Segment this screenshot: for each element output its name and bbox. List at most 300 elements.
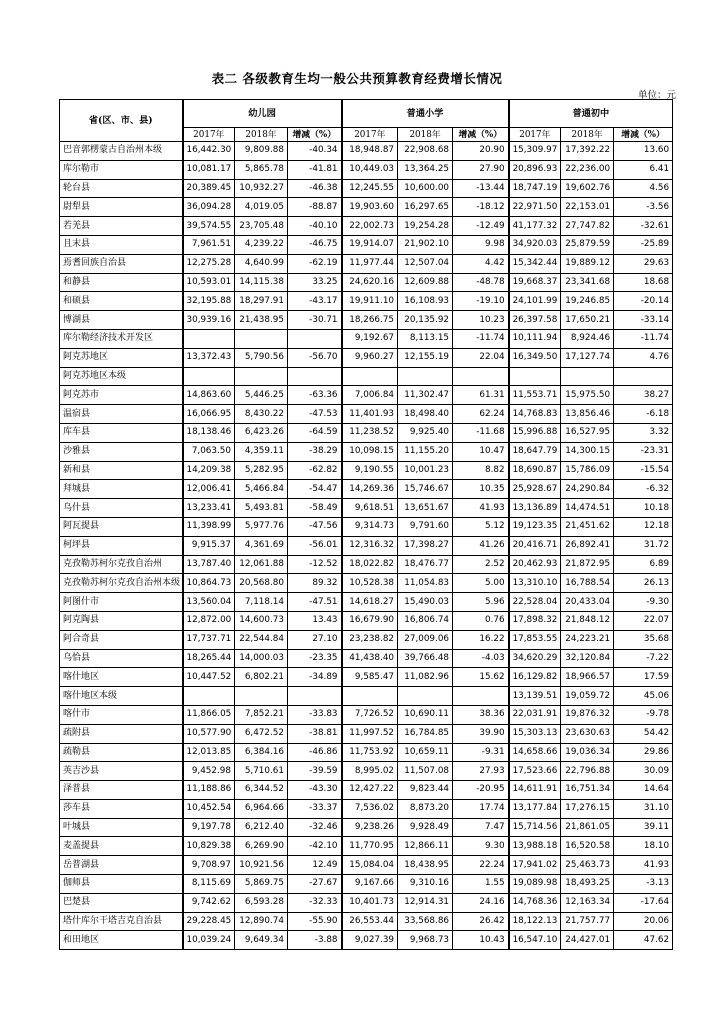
value-cell: 18,690.87 bbox=[509, 461, 561, 480]
value-cell: 7,961.51 bbox=[183, 235, 235, 254]
value-cell: -64.59 bbox=[288, 423, 342, 442]
value-cell: 19,911.10 bbox=[342, 292, 398, 311]
value-cell: 20,568.80 bbox=[235, 574, 288, 593]
value-cell: 13,139.51 bbox=[509, 687, 561, 706]
value-cell: 18,966.57 bbox=[561, 668, 614, 687]
region-name: 麦盖提县 bbox=[60, 837, 183, 856]
value-cell: 25,879.59 bbox=[561, 235, 614, 254]
value-cell: 23,341.68 bbox=[561, 273, 614, 292]
value-cell: 19,889.12 bbox=[561, 254, 614, 273]
value-cell: 10,039.24 bbox=[183, 931, 235, 950]
value-cell: 6,964.66 bbox=[235, 799, 288, 818]
value-cell: -23.35 bbox=[288, 649, 342, 668]
value-cell: 9,915.37 bbox=[183, 536, 235, 555]
value-cell bbox=[183, 687, 235, 706]
value-cell: 10,577.90 bbox=[183, 724, 235, 743]
value-cell: 26,892.41 bbox=[561, 536, 614, 555]
value-cell: 6,802.21 bbox=[235, 668, 288, 687]
value-cell: 31.10 bbox=[614, 799, 673, 818]
value-cell: 10,447.52 bbox=[183, 668, 235, 687]
value-cell: 10,690.11 bbox=[398, 705, 453, 724]
value-cell: -12.52 bbox=[288, 555, 342, 574]
value-cell: 14,658.66 bbox=[509, 743, 561, 762]
table-row bbox=[60, 142, 673, 161]
value-cell: 5,282.95 bbox=[235, 461, 288, 480]
table-row bbox=[60, 386, 673, 405]
value-cell: 41,438.40 bbox=[342, 649, 398, 668]
table-row bbox=[60, 743, 673, 762]
value-cell: 14,000.03 bbox=[235, 649, 288, 668]
sub-header-2018: 2018年 bbox=[398, 128, 453, 142]
value-cell: 26,553.44 bbox=[342, 912, 398, 931]
value-cell: 18,138.46 bbox=[183, 423, 235, 442]
value-cell: 10,829.38 bbox=[183, 837, 235, 856]
value-cell: 12,316.32 bbox=[342, 536, 398, 555]
region-name: 巴音郭楞蒙古自治州本级 bbox=[60, 142, 183, 161]
value-cell: 16,547.10 bbox=[509, 931, 561, 950]
value-cell: 17,398.27 bbox=[398, 536, 453, 555]
value-cell: 12,013.85 bbox=[183, 743, 235, 762]
value-cell: 13,136.89 bbox=[509, 499, 561, 518]
value-cell: 17,853.55 bbox=[509, 630, 561, 649]
value-cell: 21,872.95 bbox=[561, 555, 614, 574]
value-cell: 9,791.60 bbox=[398, 517, 453, 536]
sub-header-2017: 2017年 bbox=[183, 128, 235, 142]
value-cell: 16,679.90 bbox=[342, 611, 398, 630]
value-cell: 11,507.08 bbox=[398, 762, 453, 781]
table-row bbox=[60, 461, 673, 480]
value-cell: 22,236.00 bbox=[561, 160, 614, 179]
value-cell: 11,082.96 bbox=[398, 668, 453, 687]
value-cell: 9,310.16 bbox=[398, 875, 453, 894]
value-cell: 89.32 bbox=[288, 574, 342, 593]
value-cell: -42.10 bbox=[288, 837, 342, 856]
value-cell: 14,115.38 bbox=[235, 273, 288, 292]
value-cell: 12,006.41 bbox=[183, 480, 235, 499]
value-cell: 36,094.28 bbox=[183, 198, 235, 217]
value-cell: 14,300.15 bbox=[561, 442, 614, 461]
value-cell: 20,135.92 bbox=[398, 311, 453, 330]
value-cell: 9,192.67 bbox=[342, 329, 398, 348]
value-cell: 16,751.34 bbox=[561, 781, 614, 800]
region-name: 拜城县 bbox=[60, 480, 183, 499]
value-cell: 19,602.76 bbox=[561, 179, 614, 198]
value-cell: -3.13 bbox=[614, 875, 673, 894]
value-cell: 22,153.01 bbox=[561, 198, 614, 217]
table-row bbox=[60, 442, 673, 461]
value-cell: 47.62 bbox=[614, 931, 673, 950]
value-cell: -55.90 bbox=[288, 912, 342, 931]
value-cell bbox=[183, 367, 235, 386]
value-cell: 10,600.00 bbox=[398, 179, 453, 198]
value-cell: 8,995.02 bbox=[342, 762, 398, 781]
value-cell: 16,442.30 bbox=[183, 142, 235, 161]
value-cell: 11,238.52 bbox=[342, 423, 398, 442]
value-cell: 7,063.50 bbox=[183, 442, 235, 461]
value-cell: 18,122.13 bbox=[509, 912, 561, 931]
table-body bbox=[60, 142, 673, 950]
value-cell: -46.75 bbox=[288, 235, 342, 254]
region-name: 博湖县 bbox=[60, 311, 183, 330]
value-cell bbox=[453, 367, 509, 386]
value-cell: 14,768.36 bbox=[509, 893, 561, 912]
region-name: 克孜勒苏柯尔克孜自治州本级 bbox=[60, 574, 183, 593]
value-cell: 39.90 bbox=[453, 724, 509, 743]
value-cell: 32,120.84 bbox=[561, 649, 614, 668]
value-cell: -47.53 bbox=[288, 405, 342, 424]
value-cell bbox=[398, 367, 453, 386]
region-name: 温宿县 bbox=[60, 405, 183, 424]
value-cell: -12.49 bbox=[453, 217, 509, 236]
table-row bbox=[60, 856, 673, 875]
value-cell: 5,493.81 bbox=[235, 499, 288, 518]
value-cell: 21,757.77 bbox=[561, 912, 614, 931]
value-cell: 10,081.17 bbox=[183, 160, 235, 179]
value-cell: 12,890.74 bbox=[235, 912, 288, 931]
table-row bbox=[60, 555, 673, 574]
value-cell: 14,600.73 bbox=[235, 611, 288, 630]
value-cell: 9,238.26 bbox=[342, 818, 398, 837]
value-cell: 15,714.56 bbox=[509, 818, 561, 837]
value-cell: 15,309.97 bbox=[509, 142, 561, 161]
table-row bbox=[60, 574, 673, 593]
value-cell: 9,925.40 bbox=[398, 423, 453, 442]
value-cell: 18,297.91 bbox=[235, 292, 288, 311]
value-cell: 16,788.54 bbox=[561, 574, 614, 593]
sub-header-2017: 2017年 bbox=[342, 128, 398, 142]
value-cell: 10,659.11 bbox=[398, 743, 453, 762]
table-row bbox=[60, 348, 673, 367]
region-name: 莎车县 bbox=[60, 799, 183, 818]
value-cell: 27.10 bbox=[288, 630, 342, 649]
value-cell: 39,766.48 bbox=[398, 649, 453, 668]
value-cell: 12,427.22 bbox=[342, 781, 398, 800]
value-cell: 6,423.26 bbox=[235, 423, 288, 442]
value-cell: -3.56 bbox=[614, 198, 673, 217]
value-cell: 6,472.52 bbox=[235, 724, 288, 743]
region-name: 叶城县 bbox=[60, 818, 183, 837]
value-cell: 16,349.50 bbox=[509, 348, 561, 367]
region-name: 疏附县 bbox=[60, 724, 183, 743]
value-cell: 17,650.21 bbox=[561, 311, 614, 330]
group-header-junior: 普通初中 bbox=[509, 100, 673, 128]
value-cell: 26.13 bbox=[614, 574, 673, 593]
value-cell: 20,433.04 bbox=[561, 593, 614, 612]
value-cell: 8.82 bbox=[453, 461, 509, 480]
value-cell: 22,528.04 bbox=[509, 593, 561, 612]
value-cell: 19,123.35 bbox=[509, 517, 561, 536]
table-row bbox=[60, 593, 673, 612]
value-cell: 22,544.84 bbox=[235, 630, 288, 649]
table-row bbox=[60, 311, 673, 330]
region-name: 伽师县 bbox=[60, 875, 183, 894]
value-cell: 17.59 bbox=[614, 668, 673, 687]
value-cell: 7.47 bbox=[453, 818, 509, 837]
region-name: 焉耆回族自治县 bbox=[60, 254, 183, 273]
value-cell: 21,848.12 bbox=[561, 611, 614, 630]
value-cell: 15,996.88 bbox=[509, 423, 561, 442]
value-cell: 4.42 bbox=[453, 254, 509, 273]
value-cell: 5,869.75 bbox=[235, 875, 288, 894]
value-cell: 10,098.15 bbox=[342, 442, 398, 461]
value-cell: 12,245.55 bbox=[342, 179, 398, 198]
value-cell: -48.78 bbox=[453, 273, 509, 292]
table-row bbox=[60, 630, 673, 649]
value-cell: -41.81 bbox=[288, 160, 342, 179]
value-cell: 20,389.45 bbox=[183, 179, 235, 198]
region-header: 省(区、市、县) bbox=[60, 100, 183, 142]
value-cell: -46.86 bbox=[288, 743, 342, 762]
region-name: 泽普县 bbox=[60, 781, 183, 800]
value-cell bbox=[235, 367, 288, 386]
value-cell: -56.01 bbox=[288, 536, 342, 555]
value-cell: 12,163.34 bbox=[561, 893, 614, 912]
value-cell: 25,463.73 bbox=[561, 856, 614, 875]
value-cell: 33.25 bbox=[288, 273, 342, 292]
value-cell: 12,866.11 bbox=[398, 837, 453, 856]
region-name: 阿瓦提县 bbox=[60, 517, 183, 536]
value-cell: -20.14 bbox=[614, 292, 673, 311]
value-cell: -4.03 bbox=[453, 649, 509, 668]
value-cell: 12,155.19 bbox=[398, 348, 453, 367]
table-row bbox=[60, 536, 673, 555]
value-cell: -32.61 bbox=[614, 217, 673, 236]
value-cell: 27.90 bbox=[453, 160, 509, 179]
value-cell: 9,190.55 bbox=[342, 461, 398, 480]
value-cell: 16,066.95 bbox=[183, 405, 235, 424]
sub-header-2018: 2018年 bbox=[561, 128, 614, 142]
value-cell: 30.09 bbox=[614, 762, 673, 781]
value-cell: 5.12 bbox=[453, 517, 509, 536]
value-cell: 22,031.91 bbox=[509, 705, 561, 724]
value-cell: 19,914.07 bbox=[342, 235, 398, 254]
value-cell: 9,960.27 bbox=[342, 348, 398, 367]
value-cell: -7.22 bbox=[614, 649, 673, 668]
value-cell: 8,873.20 bbox=[398, 799, 453, 818]
value-cell: 38.27 bbox=[614, 386, 673, 405]
table-row bbox=[60, 912, 673, 931]
value-cell: 27.93 bbox=[453, 762, 509, 781]
value-cell: 7,852.21 bbox=[235, 705, 288, 724]
value-cell: 41.93 bbox=[453, 499, 509, 518]
value-cell: 13,651.67 bbox=[398, 499, 453, 518]
sub-header-change: 增减（%） bbox=[614, 128, 673, 142]
region-name: 库车县 bbox=[60, 423, 183, 442]
table-row bbox=[60, 329, 673, 348]
value-cell: 9,314.73 bbox=[342, 517, 398, 536]
value-cell: 9,823.44 bbox=[398, 781, 453, 800]
value-cell: 18,022.82 bbox=[342, 555, 398, 574]
value-cell: 10,401.73 bbox=[342, 893, 398, 912]
value-cell: 15,746.67 bbox=[398, 480, 453, 499]
value-cell bbox=[183, 329, 235, 348]
value-cell: 14,768.83 bbox=[509, 405, 561, 424]
value-cell: 22,908.68 bbox=[398, 142, 453, 161]
value-cell: 13,372.43 bbox=[183, 348, 235, 367]
value-cell: 20,416.71 bbox=[509, 536, 561, 555]
value-cell: 19,876.32 bbox=[561, 705, 614, 724]
value-cell: 9,167.66 bbox=[342, 875, 398, 894]
table-row bbox=[60, 649, 673, 668]
unit-label: 单位：元 bbox=[637, 90, 676, 101]
value-cell: 16,527.95 bbox=[561, 423, 614, 442]
value-cell: 6,212.40 bbox=[235, 818, 288, 837]
value-cell: 12.18 bbox=[614, 517, 673, 536]
value-cell bbox=[509, 367, 561, 386]
region-name: 轮台县 bbox=[60, 179, 183, 198]
value-cell: 11,054.83 bbox=[398, 574, 453, 593]
value-cell: 15,786.09 bbox=[561, 461, 614, 480]
value-cell: 9.98 bbox=[453, 235, 509, 254]
value-cell: -11.74 bbox=[614, 329, 673, 348]
value-cell: 14,209.38 bbox=[183, 461, 235, 480]
value-cell: 4,359.11 bbox=[235, 442, 288, 461]
value-cell: 9,742.62 bbox=[183, 893, 235, 912]
value-cell: 11,977.44 bbox=[342, 254, 398, 273]
value-cell: 39,574.55 bbox=[183, 217, 235, 236]
value-cell: -63.36 bbox=[288, 386, 342, 405]
table-row bbox=[60, 668, 673, 687]
value-cell: 10.18 bbox=[614, 499, 673, 518]
value-cell: 6,384.16 bbox=[235, 743, 288, 762]
value-cell: 9,809.88 bbox=[235, 142, 288, 161]
value-cell: 19,668.37 bbox=[509, 273, 561, 292]
value-cell: 9,452.98 bbox=[183, 762, 235, 781]
value-cell: 5,865.78 bbox=[235, 160, 288, 179]
value-cell bbox=[288, 367, 342, 386]
value-cell: 7,536.02 bbox=[342, 799, 398, 818]
value-cell bbox=[453, 687, 509, 706]
value-cell: 18,948.87 bbox=[342, 142, 398, 161]
value-cell: 18,493.25 bbox=[561, 875, 614, 894]
value-cell: 41,177.32 bbox=[509, 217, 561, 236]
region-name: 喀什地区本级 bbox=[60, 687, 183, 706]
value-cell: -33.37 bbox=[288, 799, 342, 818]
value-cell: 19,089.98 bbox=[509, 875, 561, 894]
value-cell: 14.64 bbox=[614, 781, 673, 800]
value-cell: 15,084.04 bbox=[342, 856, 398, 875]
value-cell: 15,342.44 bbox=[509, 254, 561, 273]
value-cell: 62.24 bbox=[453, 405, 509, 424]
region-name: 和田地区 bbox=[60, 931, 183, 950]
value-cell: 5.00 bbox=[453, 574, 509, 593]
value-cell: 4,640.99 bbox=[235, 254, 288, 273]
value-cell: 16,520.58 bbox=[561, 837, 614, 856]
region-name: 和静县 bbox=[60, 273, 183, 292]
value-cell: 23,630.63 bbox=[561, 724, 614, 743]
value-cell: 12.49 bbox=[288, 856, 342, 875]
value-cell: 16,806.74 bbox=[398, 611, 453, 630]
value-cell: -40.34 bbox=[288, 142, 342, 161]
value-cell: -20.95 bbox=[453, 781, 509, 800]
table-row bbox=[60, 931, 673, 950]
table-row bbox=[60, 160, 673, 179]
value-cell: 39.11 bbox=[614, 818, 673, 837]
value-cell: -58.49 bbox=[288, 499, 342, 518]
table-row bbox=[60, 781, 673, 800]
value-cell: 24,223.21 bbox=[561, 630, 614, 649]
value-cell: 9.30 bbox=[453, 837, 509, 856]
value-cell: 10.43 bbox=[453, 931, 509, 950]
table-row bbox=[60, 217, 673, 236]
value-cell: 5,466.84 bbox=[235, 480, 288, 499]
value-cell: 11,866.05 bbox=[183, 705, 235, 724]
value-cell: 5,710.61 bbox=[235, 762, 288, 781]
value-cell: 12,914.31 bbox=[398, 893, 453, 912]
table-row bbox=[60, 687, 673, 706]
value-cell bbox=[288, 329, 342, 348]
value-cell: 13,310.10 bbox=[509, 574, 561, 593]
value-cell: 9,649.34 bbox=[235, 931, 288, 950]
value-cell: 18.10 bbox=[614, 837, 673, 856]
value-cell bbox=[561, 367, 614, 386]
value-cell: -56.70 bbox=[288, 348, 342, 367]
value-cell: -9.31 bbox=[453, 743, 509, 762]
value-cell: -43.30 bbox=[288, 781, 342, 800]
value-cell: 13,233.41 bbox=[183, 499, 235, 518]
value-cell: 26.42 bbox=[453, 912, 509, 931]
table-row bbox=[60, 292, 673, 311]
value-cell: 9,618.51 bbox=[342, 499, 398, 518]
table-row bbox=[60, 367, 673, 386]
table-row bbox=[60, 235, 673, 254]
value-cell: 14,474.51 bbox=[561, 499, 614, 518]
value-cell: 29,228.45 bbox=[183, 912, 235, 931]
value-cell: 34,620.29 bbox=[509, 649, 561, 668]
value-cell: -17.64 bbox=[614, 893, 673, 912]
value-cell: 20.90 bbox=[453, 142, 509, 161]
value-cell: 6,593.28 bbox=[235, 893, 288, 912]
value-cell: 24,427.01 bbox=[561, 931, 614, 950]
region-name: 库尔勒市 bbox=[60, 160, 183, 179]
value-cell bbox=[398, 687, 453, 706]
value-cell: 5,446.25 bbox=[235, 386, 288, 405]
value-cell: 22.04 bbox=[453, 348, 509, 367]
value-cell: 14,269.36 bbox=[342, 480, 398, 499]
value-cell: 9,027.39 bbox=[342, 931, 398, 950]
value-cell: 8,115.69 bbox=[183, 875, 235, 894]
value-cell: -39.59 bbox=[288, 762, 342, 781]
value-cell: 14,863.60 bbox=[183, 386, 235, 405]
value-cell: 6,344.52 bbox=[235, 781, 288, 800]
value-cell: 6.41 bbox=[614, 160, 673, 179]
value-cell: 13,364.25 bbox=[398, 160, 453, 179]
value-cell: 9,197.78 bbox=[183, 818, 235, 837]
value-cell: 16.22 bbox=[453, 630, 509, 649]
value-cell: 15,490.03 bbox=[398, 593, 453, 612]
region-name: 和硕县 bbox=[60, 292, 183, 311]
value-cell: 12,609.88 bbox=[398, 273, 453, 292]
value-cell: 7,726.52 bbox=[342, 705, 398, 724]
value-cell: 27,747.82 bbox=[561, 217, 614, 236]
value-cell: 27,009.06 bbox=[398, 630, 453, 649]
value-cell: 10,528.38 bbox=[342, 574, 398, 593]
value-cell: -43.17 bbox=[288, 292, 342, 311]
value-cell: 6.89 bbox=[614, 555, 673, 574]
value-cell: 11,401.93 bbox=[342, 405, 398, 424]
value-cell: -19.10 bbox=[453, 292, 509, 311]
region-name: 阿合奇县 bbox=[60, 630, 183, 649]
table-row bbox=[60, 179, 673, 198]
value-cell: -88.87 bbox=[288, 198, 342, 217]
value-cell: 21,861.05 bbox=[561, 818, 614, 837]
value-cell: 15,303.13 bbox=[509, 724, 561, 743]
value-cell: -46.38 bbox=[288, 179, 342, 198]
value-cell: 15,975.50 bbox=[561, 386, 614, 405]
table-row bbox=[60, 893, 673, 912]
table-row bbox=[60, 405, 673, 424]
region-name: 新和县 bbox=[60, 461, 183, 480]
